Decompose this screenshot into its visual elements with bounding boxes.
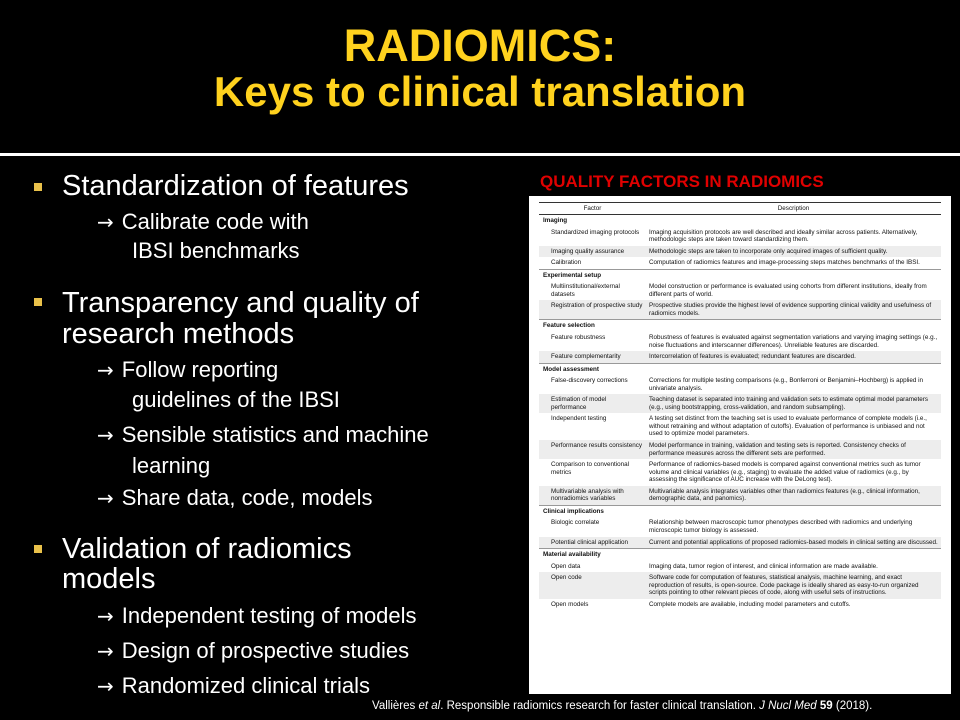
table-row xyxy=(539,459,941,486)
table-category-row xyxy=(539,269,941,281)
category-label: Experimental setup xyxy=(539,269,941,281)
arrow-right-icon: → xyxy=(97,358,114,382)
description-cell: Multivariable analysis integrates variables other than radiomics features (e.g., clinical information, demographic data, and panomics). xyxy=(646,486,941,506)
factor-cell: Estimation of model performance xyxy=(539,394,646,413)
bullet-standardization: Standardization of features xyxy=(62,170,409,202)
description-cell: Model performance in training, validation and testing sets is reported. Consistency checks of performance measures across the different sets are performed. xyxy=(646,440,941,459)
description-cell: Performance of radiomics-based models is compared against conventional metrics such as tumor volume and clinical variables (e.g., staging) to evaluate the added value of radiomics (e.g., by assessing the significance of AUC increase with the DeLong test). xyxy=(649,461,921,484)
factor-cell: Multiinstitutional/external datasets xyxy=(551,283,620,298)
slide-title xyxy=(0,22,960,114)
title-line-2: Keys to clinical translation xyxy=(213,67,747,115)
factor-cell: Open code xyxy=(539,572,646,599)
bullet-transparency: Transparency and quality of xyxy=(62,287,419,319)
sub-bullet: → Calibrate code with xyxy=(97,209,309,234)
table-row xyxy=(539,599,941,611)
factor-cell: Registration of prospective study xyxy=(539,300,646,320)
description-cell: Current and potential applications of proposed radiomics-based models in clinical setting are discussed. xyxy=(646,537,941,549)
bullet-square-icon xyxy=(34,183,42,191)
factor-cell: Calibration xyxy=(551,259,582,267)
sub-bullet-cont: IBSI benchmarks xyxy=(132,238,300,263)
table-row xyxy=(539,246,941,258)
category-label: Material availability xyxy=(539,549,941,561)
header-factor: Factor xyxy=(539,203,646,215)
table-row xyxy=(539,332,941,351)
factor-cell: Biologic correlate xyxy=(551,519,600,527)
factor-cell: Performance results consistency xyxy=(539,440,646,459)
description-cell: Relationship between macroscopic tumor phenotypes described with radiomics and underlying microscopic tumor biology is assessed. xyxy=(649,519,913,534)
description-cell: Corrections for multiple testing comparisons (e.g., Bonferroni or Benjamini–Hochberg) is applied in univariate analysis. xyxy=(649,377,924,392)
factor-cell: Open models xyxy=(551,600,589,608)
title-line-1: RADIOMICS: xyxy=(343,20,617,71)
arrow-right-icon: → xyxy=(97,604,114,628)
bullet-square-icon xyxy=(34,298,42,306)
bullet-validation: Validation of radiomics xyxy=(62,533,352,565)
table-category-row xyxy=(539,363,941,375)
table-row xyxy=(539,281,941,300)
category-label: Clinical implications xyxy=(539,505,941,517)
table-row xyxy=(539,537,941,549)
factor-cell: Independent testing xyxy=(551,415,607,423)
factor-cell: Feature robustness xyxy=(551,334,606,342)
table-body xyxy=(539,215,941,611)
description-cell: Intercorrelation of features is evaluated; redundant features are discarded. xyxy=(646,351,941,363)
table-row xyxy=(539,394,941,413)
table-row xyxy=(539,351,941,363)
description-cell: Model construction or performance is evaluated using cohorts from different institutions, ideally from different parts of world. xyxy=(649,283,927,298)
factor-cell: Potential clinical application xyxy=(539,537,646,549)
table-row xyxy=(539,440,941,459)
sub-bullet: → Share data, code, models xyxy=(97,485,373,510)
table-row xyxy=(539,300,941,320)
header-description: Description xyxy=(646,203,941,215)
table-category-row xyxy=(539,549,941,561)
sub-bullet-cont: guidelines of the IBSI xyxy=(132,387,340,412)
description-cell: Teaching dataset is separated into training and validation sets to estimate optimal model parameters (e.g., using bootstrapping, cross-validation, and random subsampling). xyxy=(646,394,941,413)
category-label: Imaging xyxy=(539,215,941,227)
table-category-row xyxy=(539,505,941,517)
category-label: Feature selection xyxy=(539,320,941,332)
sub-bullet: → Design of prospective studies xyxy=(97,638,410,663)
description-cell: Imaging data, tumor region of interest, and clinical information are made available. xyxy=(649,562,878,570)
quality-factors-table xyxy=(529,196,951,694)
bullet-transparency-cont: research methods xyxy=(62,318,295,350)
factor-cell: Imaging quality assurance xyxy=(539,246,646,258)
table-row xyxy=(539,561,941,573)
description-cell: A testing set distinct from the teaching set is used to evaluate performance of complete models (i.e., without retraining and without adaptation of cutoffs). Evaluation of performance is unbiased and not used to optimize model parameters. xyxy=(649,415,927,438)
sub-bullet-cont: learning xyxy=(132,453,211,478)
bullet-square-icon xyxy=(34,545,42,553)
table-row xyxy=(539,413,941,440)
description-cell: Complete models are available, including model parameters and cutoffs. xyxy=(649,600,851,608)
citation: Vallières et al. Responsible radiomics research for faster clinical translation. J Nucl Med 59 (2018). xyxy=(372,700,873,712)
category-label: Model assessment xyxy=(539,363,941,375)
table-row xyxy=(539,375,941,394)
description-cell: Prospective studies provide the highest level of evidence supporting clinical validity and usefulness of radiomics models. xyxy=(646,300,941,320)
bullet-validation-cont: models xyxy=(62,563,156,595)
sub-bullet: → Independent testing of models xyxy=(97,603,417,628)
table-row xyxy=(539,517,941,536)
description-cell: Software code for computation of features, statistical analysis, machine learning, and exact reproduction of results, is open-source. Code package is ideally shared as easy-to-run organized scripts pointing to other relevant pieces of code, along with useful sets of instructions. xyxy=(646,572,941,599)
title-divider xyxy=(0,153,960,156)
factor-cell: Feature complementarity xyxy=(539,351,646,363)
description-cell: Robustness of features is evaluated against segmentation variations and varying imaging settings (e.g., noise fluctuations and interscanner differences). Unreliable features are discarded. xyxy=(649,334,938,349)
arrow-right-icon: → xyxy=(97,423,114,447)
description-cell: Computation of radiomics features and image-processing steps matches benchmarks of the IBSI. xyxy=(649,259,920,267)
sub-bullet: → Randomized clinical trials xyxy=(97,673,370,698)
arrow-right-icon: → xyxy=(97,486,114,510)
factor-cell: Comparison to conventional metrics xyxy=(551,461,630,476)
table-row xyxy=(539,572,941,599)
factor-cell: Open data xyxy=(551,562,581,570)
sub-bullet: → Follow reporting xyxy=(97,357,279,382)
table-category-row xyxy=(539,320,941,332)
quality-factors-title: QUALITY FACTORS IN RADIOMICS xyxy=(540,172,824,191)
arrow-right-icon: → xyxy=(97,639,114,663)
description-cell: Methodologic steps are taken to incorporate only acquired images of sufficient quality. xyxy=(646,246,941,258)
factor-cell: False-discovery corrections xyxy=(551,377,628,385)
arrow-right-icon: → xyxy=(97,674,114,698)
table-row xyxy=(539,227,941,246)
factor-cell: Multivariable analysis with nonradiomics variables xyxy=(539,486,646,506)
sub-bullet: → Sensible statistics and machine xyxy=(97,422,429,447)
description-cell: Imaging acquisition protocols are well described and ideally similar across patients. Alternatively, methodologic steps are taken toward standardizing them. xyxy=(649,228,918,244)
table-row xyxy=(539,486,941,506)
arrow-right-icon: → xyxy=(97,210,114,234)
table-row xyxy=(539,257,941,269)
table-category-row xyxy=(539,215,941,227)
factor-cell: Standardized imaging protocols xyxy=(551,228,640,236)
